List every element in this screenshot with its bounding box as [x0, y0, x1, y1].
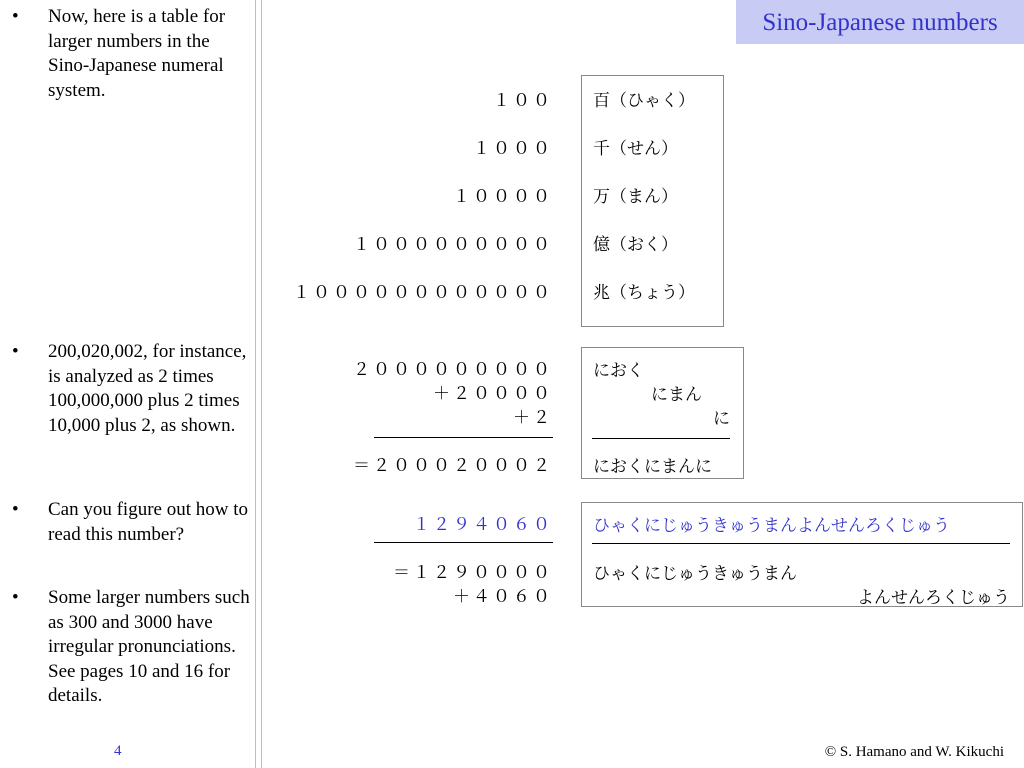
example-1-line: ＋２: [513, 408, 553, 428]
table-number: １００００００００００００: [293, 283, 553, 303]
slide-title: Sino-Japanese numbers: [736, 0, 1024, 44]
example-2-part-reading: ひゃくにじゅうきゅうまん: [593, 564, 797, 584]
table-words-box: [581, 75, 724, 327]
example-2-words-box: [581, 502, 1023, 607]
example-1-words-box: [581, 347, 744, 479]
table-number: １００００: [453, 187, 553, 207]
table-word: 億（おく）: [593, 235, 678, 255]
example-2-part: ＋４０６０: [453, 587, 553, 607]
example-1-words-result: におくにまんに: [593, 457, 712, 477]
bullet-marker: •: [12, 341, 19, 362]
example-2-part: ＝１２９００００: [393, 563, 553, 583]
example-1-word: におく: [593, 361, 644, 381]
page-number: 4: [114, 743, 122, 759]
table-word: 兆（ちょう）: [593, 283, 695, 303]
note-2: [12, 340, 252, 438]
table-number: １０００: [473, 139, 553, 159]
copyright-notice: © S. Hamano and W. Kikuchi: [824, 744, 1004, 760]
example-1-words-rule: [592, 438, 730, 439]
note-4-text: Some larger numbers such as 300 and 3000 have irregular pronunciations. See pages 10 and 16 for details.: [48, 587, 250, 706]
note-3: [12, 498, 252, 547]
example-2-rule: [374, 542, 553, 543]
notes-column: [0, 0, 258, 768]
example-1-line: ２０００００００００: [353, 360, 553, 380]
table-word: 百（ひゃく）: [593, 91, 695, 111]
bullet-marker: •: [12, 6, 19, 27]
table-number: １００: [493, 91, 553, 111]
table-word: 万（まん）: [593, 187, 678, 207]
table-word: 千（せん）: [593, 139, 678, 159]
example-1-line: ＋２００００: [433, 384, 553, 404]
note-4: [12, 586, 252, 709]
example-2-number: １２９４０６０: [413, 515, 553, 535]
column-divider: [255, 0, 262, 768]
bullet-marker: •: [12, 587, 19, 608]
example-1-word: に: [713, 409, 730, 429]
note-2-text: 200,020,002, for instance, is analyzed as 2 times 100,000,000 plus 2 times 10,000 plus 2, as shown.: [48, 341, 247, 436]
example-1-result: ＝２０００２０００２: [353, 456, 553, 476]
note-1: [12, 5, 252, 103]
bullet-marker: •: [12, 499, 19, 520]
example-1-word: にまん: [651, 385, 702, 405]
note-3-text: Can you figure out how to read this number?: [48, 499, 249, 545]
table-number: １０００００００００: [353, 235, 553, 255]
example-2-words-rule: [592, 543, 1010, 544]
example-2-reading: ひゃくにじゅうきゅうまんよんせんろくじゅう: [593, 516, 950, 536]
note-1-text: Now, here is a table for larger numbers in the Sino-Japanese numeral system.: [48, 6, 226, 101]
example-1-sum-rule: [374, 437, 553, 438]
example-2-part-reading: よんせんろくじゅう: [857, 588, 1010, 608]
